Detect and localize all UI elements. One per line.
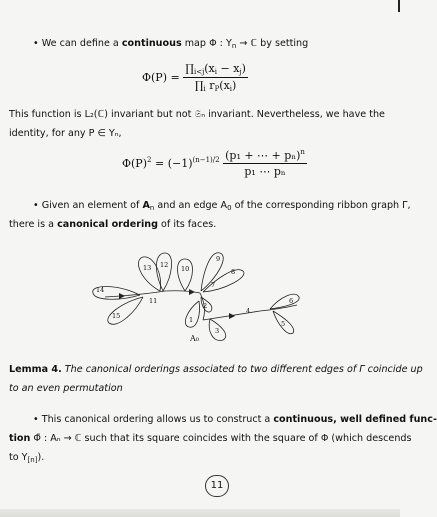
formula1-numerator: $\prod_{i<j}(x_i - x_j)$ (185, 62, 246, 76)
page-bottom-edge (0, 509, 400, 517)
label-1: 1 (189, 316, 194, 324)
paragraph-canonical-line2: there is a canonical ordering of its faces. (9, 219, 217, 230)
label-13: 13 (143, 264, 152, 272)
arrow-right-edge (229, 313, 235, 319)
paragraph1-rest: map Φ : Y (181, 38, 232, 49)
paragraph-construction-line3: to $Y_{[n]}$). (9, 452, 45, 464)
arrow-mid (189, 289, 195, 295)
formula2-fraction (223, 148, 307, 178)
label-14: 14 (96, 286, 105, 294)
page-edge-mark (398, 0, 400, 12)
paragraph-continuous-map (33, 37, 308, 53)
lemma-title: Lemma 4. (9, 364, 62, 375)
formula1-fraction (183, 62, 248, 93)
label-10: 10 (181, 265, 190, 273)
label-4: 4 (246, 307, 251, 315)
formula-phi-squared: $\Phi(P)^2 = (-1)^{(n-1)/2}$ $\frac{(p_1 + \cdots + p_n)^n}{\text{p₁ ⋯ pₙ}}$ (122, 148, 305, 178)
paragraph-construction-line2: tion Φ̃ : Aₙ → ℂ such that its square coincides with the square of Φ (which descends (9, 433, 412, 444)
lemma-body-line1: The canonical orderings associated to two different edges of Γ coincide up (61, 364, 423, 375)
loop-6 (270, 294, 299, 309)
page-number: 11 (205, 475, 229, 497)
label-11: 11 (149, 297, 158, 305)
loop-10 (178, 259, 193, 291)
paragraph1-sub: n (231, 42, 237, 50)
lemma-line1 (9, 363, 423, 376)
formula-phi-definition (142, 62, 248, 93)
lemma-line2: to an even permutation (9, 383, 123, 394)
loop-8 (203, 270, 244, 292)
paragraph-construction-line1: • This canonical ordering allows us to construct a continuous, well defined func- (33, 414, 437, 425)
label-12: 12 (160, 261, 169, 269)
formula1-denominator: $\prod_i$ $r_P(x_i)$ (194, 79, 237, 93)
paragraph1-bold: continuous (121, 38, 182, 49)
paragraph1-rest2: → ℂ by setting (236, 38, 309, 49)
label-7: 7 (211, 281, 216, 289)
paragraph-invariance-line1: This function is L₂(ℂ) invariant but not 𝔖ₙ invariant. Nevertheless, we have the (9, 109, 385, 120)
paragraph-invariance-line2: identity, for any P ∈ Yₙ, (9, 128, 122, 139)
label-15: 15 (112, 312, 121, 320)
label-8: 8 (231, 268, 236, 276)
label-5: 5 (281, 320, 286, 328)
label-a0: A₀ (190, 334, 199, 343)
ribbon-graph-diagram (85, 245, 310, 350)
label-9: 9 (216, 255, 221, 263)
label-2: 2 (203, 302, 208, 310)
paragraph1-lead: • We can define a (33, 38, 122, 49)
formula1-lhs: Φ(P) = (142, 71, 180, 84)
formula2-numerator: (p₁ + ⋯ + pₙ)$^n$ (225, 148, 305, 162)
formula2-denominator: p₁ ⋯ pₙ (244, 165, 286, 178)
paragraph-canonical-line1: • Given an element of $A_n$ and an edge $A_0$ of the corresponding ribbon graph Γ, (33, 200, 411, 212)
loop-15 (108, 297, 143, 324)
label-6: 6 (289, 297, 294, 305)
label-3: 3 (215, 327, 220, 335)
